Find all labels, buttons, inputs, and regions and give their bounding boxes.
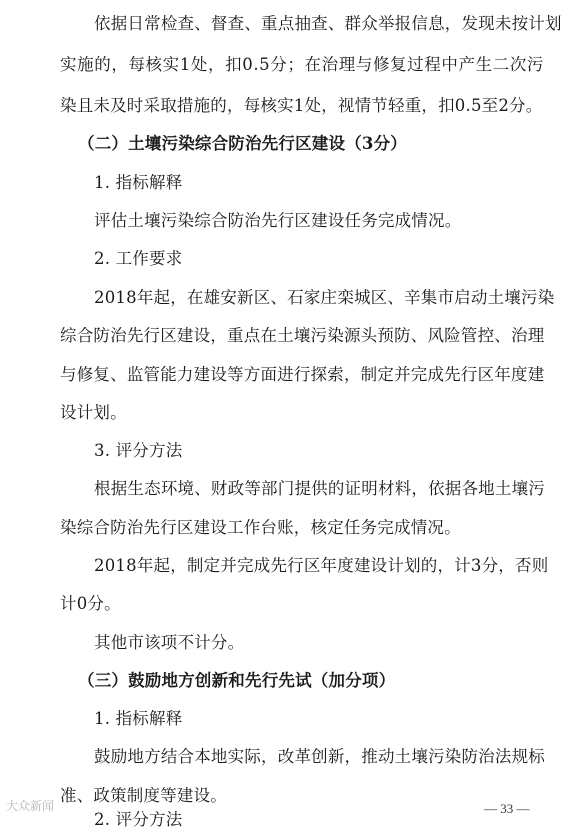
- paragraph-line: 染综合防治先行区建设工作台账，核定任务完成情况。: [60, 518, 461, 537]
- subheading: 2. 评分方法: [94, 810, 183, 829]
- section-heading: （三）鼓励地方创新和先行先试（加分项）: [78, 671, 396, 690]
- paragraph-line: 综 合 防 治 先 行 区 建 设 ， 重 点 在 土 壤 污 染 源 头 预 防 、 风 险 管 控 、 治 理: [60, 326, 545, 345]
- subheading: 1. 指标解释: [94, 709, 183, 728]
- watermark: 大众新闻: [6, 799, 55, 813]
- paragraph-line: 根 据 生 态 环 境 、 财 政 等 部 门 提 供 的 证 明 材 料 ， 依 据 各 地 土 壤 污: [94, 479, 545, 498]
- page-number: — 33 —: [484, 801, 530, 816]
- paragraph-line: 评估土壤污染综合防治先行区建设任务完成情况。: [94, 211, 462, 230]
- paragraph-line: 依 据 日 常 检 查 、 督 查 、 重 点 抽 查 、 群 众 举 报 信 息 ， 发 现 未 按 计 划: [94, 14, 562, 33]
- paragraph-line: 计0分。: [60, 594, 121, 613]
- paragraph-line: 2 0 1 8 年 起 ， 制 定 并 完 成 先 行 区 年 度 建 设 计 划 的 ， 计 3 分 ， 否 则: [94, 556, 549, 575]
- section-heading: （二）土壤污染综合防治先行区建设（3分）: [78, 134, 407, 153]
- subheading: 2. 工作要求: [94, 249, 183, 268]
- paragraph-line: 其他市该项不计分。: [94, 633, 245, 652]
- subheading: 1. 指标解释: [94, 173, 183, 192]
- paragraph-line: 2 0 1 8 年 起 ， 在 雄 安 新 区 、 石 家 庄 栾 城 区 、 辛 集 市 启 动 土 壤 污 染: [94, 288, 555, 307]
- paragraph-line: 染且未及时采取措施的，每核实1处，视情节轻重，扣0.5至2分。: [60, 96, 543, 115]
- paragraph-line: 准、政策制度等建设。: [60, 786, 227, 805]
- paragraph-line: 与 修 复 、 监 管 能 力 建 设 等 方 面 进 行 探 索 ， 制 定 并 完 成 先 行 区 年 度 建: [60, 365, 545, 384]
- subheading: 3. 评分方法: [94, 441, 183, 460]
- paragraph-line: 实 施 的 ， 每 核 实 1 处 ， 扣 0 . 5 分 ； 在 治 理 与 修 复 过 程 中 产 生 二 次 污: [60, 55, 544, 74]
- paragraph-line: 鼓 励 地 方 结 合 本 地 实 际 ， 改 革 创 新 ， 推 动 土 壤 污 染 防 治 法 规 标: [94, 747, 545, 766]
- paragraph-line: 设计划。: [60, 403, 127, 422]
